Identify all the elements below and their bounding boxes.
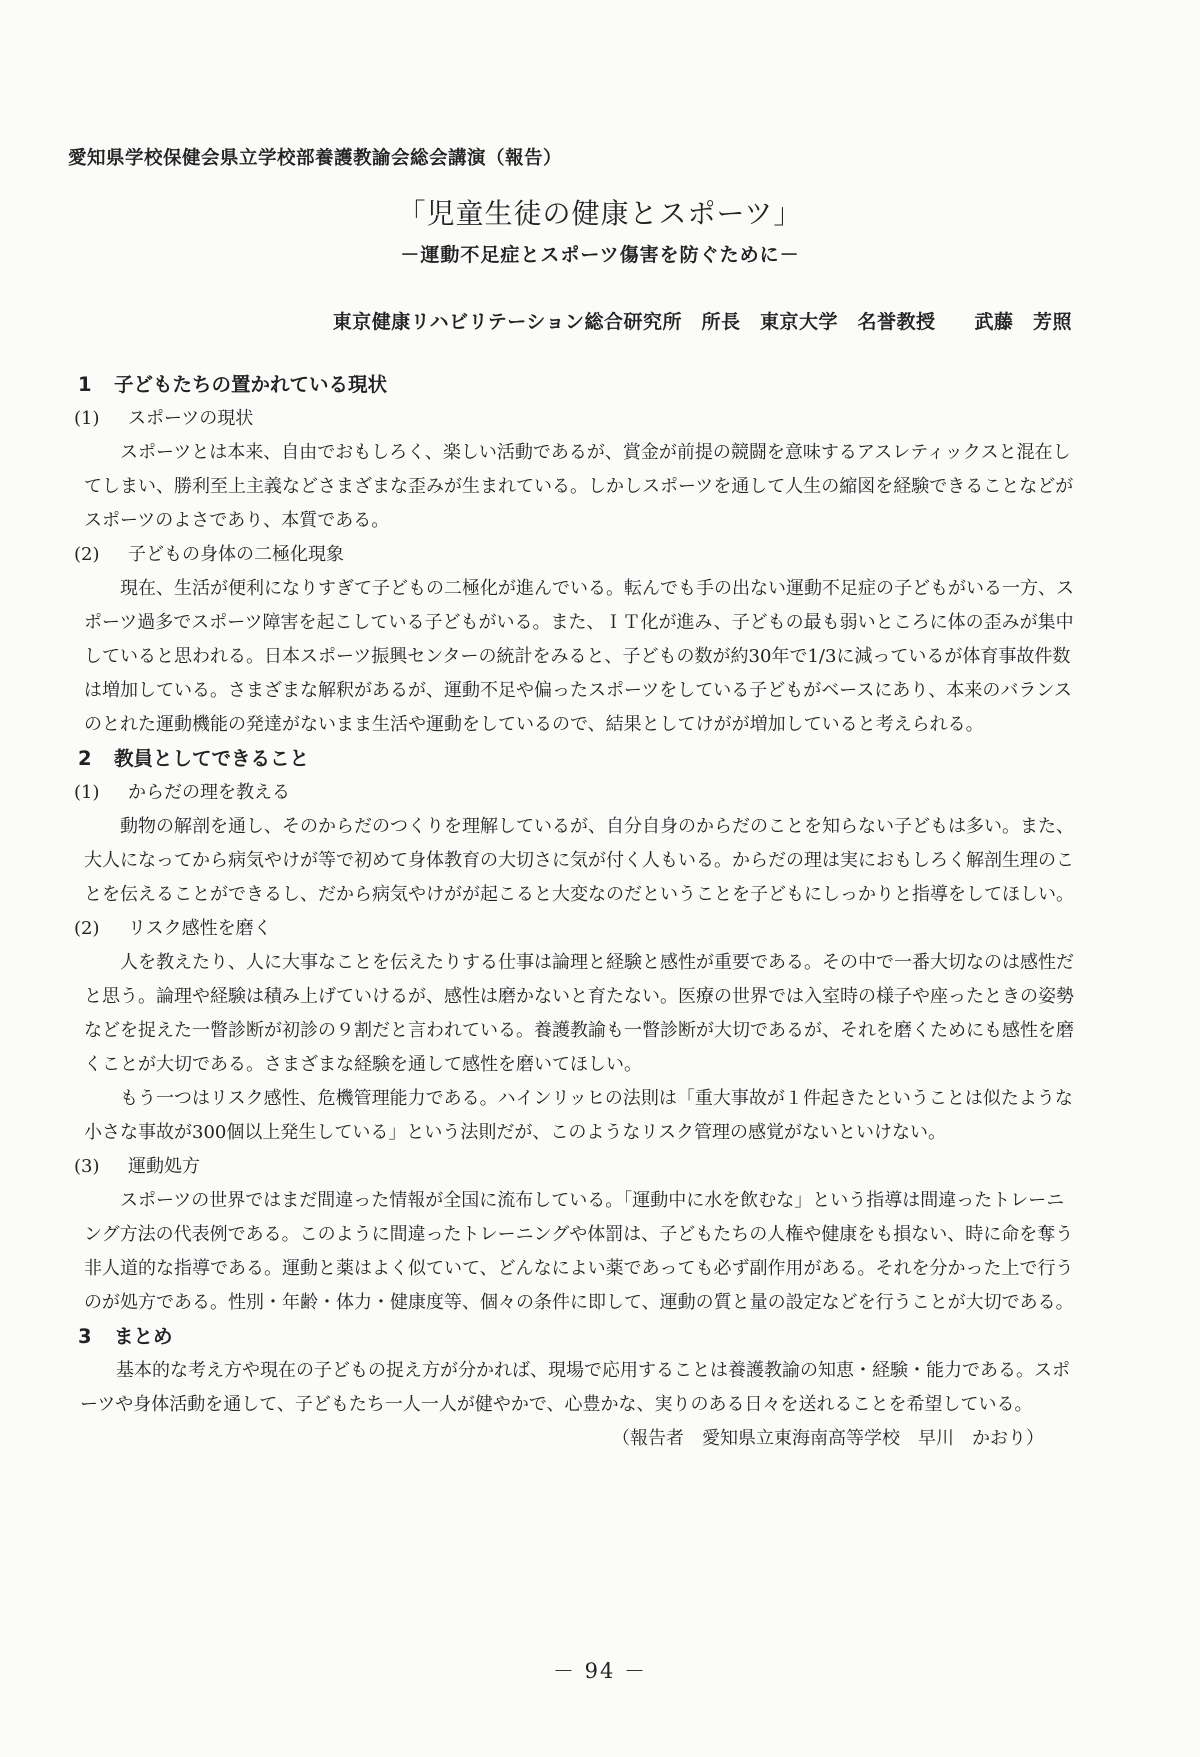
section-title: 教員としてできること [114, 747, 310, 770]
section-title: まとめ [114, 1325, 173, 1348]
paragraph: 人を教えたり、人に大事なことを伝えたりする仕事は論理と経験と感性が重要である。その中で一番大切なのは感性だと思う。論理や経験は積み上げていけるが、感性は磨かないと育たない。医療の世界では入室時の様子や座ったときの姿勢などを捉えた一瞥診断が初診の９割だと言われている。養護教諭も一瞥診断が大切であるが、それを磨くためにも感性を磨くことが大切である。さまざまな経験を通して感性を磨いてほしい。 [84, 952, 1074, 1075]
paragraph: もう一つはリスク感性、危機管理能力である。ハインリッヒの法則は「重大事故が１件起きたということは似たような小さな事故が300個以上発生している」という法則だが、このようなリスク管理の感覚がないといけない。 [84, 1088, 1073, 1143]
lecture-subtitle: －運動不足症とスポーツ傷害を防ぐために－ [400, 244, 800, 266]
reporter-credit: （報告者 愛知県立東海南高等学校 早川 かおり） [612, 1428, 1044, 1449]
subsection-heading [74, 776, 1078, 810]
subsection-heading [74, 912, 1078, 946]
subsection-number: (1) [74, 782, 100, 803]
subsection-number: (2) [74, 544, 100, 565]
section-number: 3 [78, 1325, 92, 1348]
section-heading [74, 368, 1078, 402]
subsection-number: (3) [74, 1156, 100, 1177]
paragraph: 現在、生活が便利になりすぎて子どもの二極化が進んでいる。転んでも手の出ない運動不足症の子どもがいる一方、スポーツ過多でスポーツ障害を起こしている子どもがいる。また、ＩＴ化が進み、子どもの最も弱いところに体の歪みが集中していると思われる。日本スポーツ振興センターの統計をみると、子どもの数が約30年で1/3に減っているが体育事故件数は増加している。さまざまな解釈があるが、運動不足や偏ったスポーツをしている子どもがベースにあり、本来のバランスのとれた運動機能の発達がないまま生活や運動をしているので、結果としてけがが増加していると考えられる。 [84, 578, 1074, 735]
subsection-title: スポーツの現状 [128, 408, 254, 429]
subsection-title: 運動処方 [128, 1156, 200, 1177]
report-header: 愛知県学校保健会県立学校部養護教諭会総会講演（報告） [68, 148, 563, 169]
section-heading [74, 742, 1078, 776]
lecture-title: 「児童生徒の健康とスポーツ」 [397, 197, 803, 230]
paragraph: スポーツの世界ではまだ間違った情報が全国に流布している。「運動中に水を飲むな」という指導は間違ったトレーニング方法の代表例である。このように間違ったトレーニングや体罰は、子どもたちの人権や健康をも損ない、時に命を奪う非人道的な指導である。運動と薬はよく似ていて、どんなによい薬であっても必ず副作用がある。それを分かった上で行うのが処方である。性別・年齢・体力・健康度等、個々の条件に即して、運動の質と量の設定などを行うことが大切である。 [84, 1190, 1074, 1313]
subsection-number: (1) [74, 408, 100, 429]
paragraph: スポーツとは本来、自由でおもしろく、楽しい活動であるが、賞金が前提の競闘を意味するアスレティックスと混在してしまい、勝利至上主義などさまざまな歪みが生まれている。しかしスポーツを通して人生の縮図を経験できることなどがスポーツのよさであり、本質である。 [84, 442, 1074, 531]
body-content [74, 368, 1078, 1456]
subsection-number: (2) [74, 918, 100, 939]
subsection-heading [74, 402, 1078, 436]
page-number: － 94 － [552, 1659, 648, 1683]
author-line: 東京健康リハビリテーション総合研究所 所長 東京大学 名誉教授 武藤 芳照 [332, 311, 1072, 333]
subsection-title: リスク感性を磨く [128, 918, 272, 939]
section-number: 1 [78, 373, 92, 396]
subsection-title: 子どもの身体の二極化現象 [128, 544, 344, 565]
section-title: 子どもたちの置かれている現状 [114, 373, 388, 396]
section-heading [74, 1320, 1078, 1354]
subsection-heading [74, 538, 1078, 572]
paragraph: 動物の解剖を通し、そのからだのつくりを理解しているが、自分自身のからだのことを知らない子どもは多い。また、大人になってから病気やけが等で初めて身体教育の大切さに気が付く人もいる。からだの理は実におもしろく解剖生理のことを伝えることができるし、だから病気やけがが起こると大変なのだということを子どもにしっかりと指導をしてほしい。 [84, 816, 1074, 905]
subsection-heading [74, 1150, 1078, 1184]
section-number: 2 [78, 747, 92, 770]
subsection-title: からだの理を教える [128, 782, 290, 803]
paragraph: 基本的な考え方や現在の子どもの捉え方が分かれば、現場で応用することは養護教諭の知恵・経験・能力である。スポーツや身体活動を通して、子どもたち一人一人が健やかで、心豊かな、実りのある日々を送れることを希望している。 [80, 1360, 1070, 1415]
